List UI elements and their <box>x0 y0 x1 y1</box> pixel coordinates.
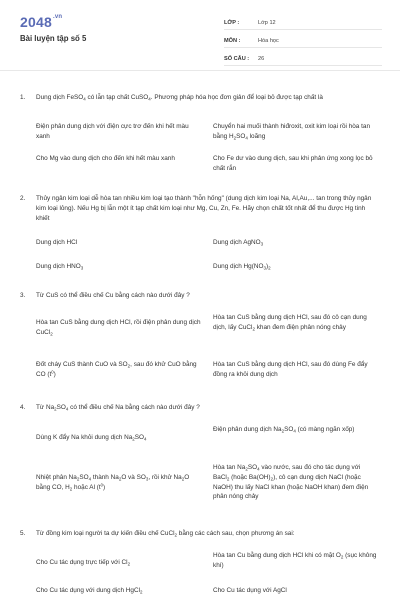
question-number: 3. <box>20 292 26 299</box>
question-text: Từ CuS có thể điều chế Cu bằng cách nào dưới đây ? <box>36 292 190 299</box>
option-a[interactable]: Điện phân dung dịch với điện cực trơ đến khi hết màu xanh <box>36 123 189 140</box>
option-a[interactable]: Dùng K đẩy Na khỏi dung dịch $Na_2SO_4$ <box>36 434 147 442</box>
meta-subject-row <box>224 34 382 48</box>
question-text: Từ đồng kim loại người ta dự kiến điều chế CuCl$_2$ bằng các cách sau, chọn phương án sai: <box>36 530 295 538</box>
option-d[interactable]: Cho Fe dư vào dung dịch, sau khi phản ứng xong lọc bỏ chất rắn <box>213 155 373 172</box>
logo-text: 2048 <box>20 14 52 30</box>
question-text: Từ $Na_2SO_4$ có thể điều chế Na bằng cách nào dưới đây ? <box>36 404 200 412</box>
option-d[interactable]: Hòa $\tan Na_2SO_4$ vào nước, sau đó cho tác dụng với BaCl$_2$ (hoặc $Ba(OH)_2$), cô cạn dung dịch NaCl (hoặc NaOH) thu lấy NaCl khan (hoặc NaOH khan) đem điện phân nóng chảy <box>213 464 369 501</box>
option-b[interactable]: Điện phân dung dịch $Na_2SO_4$ (có màng ngăn xốp) <box>213 426 355 434</box>
question-4 <box>20 403 380 413</box>
option-a[interactable]: Cho Cu tác dụng trực tiếp với $Cl_2$ <box>36 559 131 567</box>
meta-value: Lớp 12 <box>258 19 276 26</box>
meta-value: Hóa học <box>258 37 279 44</box>
option-b[interactable]: Dung dịch AgNO$_3$ <box>213 239 264 247</box>
question-number: 2. <box>20 195 26 202</box>
option-c[interactable]: Cho Cu tác dụng với dung dịch HgCl$_2$ <box>36 587 143 595</box>
option-c[interactable]: Dung dịch $HNO_3$ <box>36 263 84 271</box>
question-text: Thủy ngân kim loại dễ hòa tan nhiều kim loại tạo thành "hỗn hống" (dung dịch kim loại Na, Al,Au,... tan trong thủy ngân kim loại lỏng). Nếu Hg bị lẫn một ít tạp chất kim loại như Mg, Cu, Zn, Fe. Hãy chọn chất tốt nhất để thu được Hg tinh khiết <box>36 195 372 222</box>
question-number: 4. <box>20 404 26 411</box>
option-a[interactable]: Dung dịch HCl <box>36 239 78 246</box>
meta-key: MÔN : <box>224 37 241 44</box>
question-number: 1. <box>20 94 26 101</box>
option-d[interactable]: Dung dịch $Hg(NO_3)_2$ <box>213 263 271 271</box>
site-logo[interactable] <box>20 14 62 30</box>
option-c[interactable]: Đốt cháy CuS thành CuO và $SO_2$, sau đó khử CuO bằng CO $(t^0)$ <box>36 361 197 378</box>
option-b[interactable]: Chuyển hai muối thành hiđroxit, oxit kim loại rồi hòa tan bằng $H_2SO_4$ loãng <box>213 123 371 141</box>
option-d[interactable]: Hòa tan CuS bằng dung dịch HCl, sau đó dùng Fe đẩy đồng ra khỏi dung dịch <box>213 361 368 378</box>
question-number: 5. <box>20 530 26 537</box>
option-c[interactable]: Nhiệt phân $Na_2SO_4$ thành $Na_2O$ và $SO_3$, rồi khử $Na_2O$ bằng CO, $H_2$ hoặc Al $(t^0)$ <box>36 474 190 492</box>
logo-suffix: .vn <box>52 14 63 20</box>
exam-title: Bài luyện tập số 5 <box>20 34 87 43</box>
meta-count-row <box>224 52 382 66</box>
header-divider <box>0 70 400 71</box>
question-5 <box>20 529 380 539</box>
meta-value: 26 <box>258 55 265 62</box>
exam-meta <box>224 16 382 70</box>
option-d[interactable]: Cho Cu tác dụng với AgCl <box>213 587 287 594</box>
option-c[interactable]: Cho Mg vào dung dịch cho đến khi hết màu xanh <box>36 155 175 162</box>
meta-key: SỐ CÂU : <box>224 55 250 62</box>
meta-key: LỚP : <box>224 19 240 26</box>
option-b[interactable]: Hòa tan CuS bằng dung dịch HCl, sau đó cô cạn dung dịch, lấy CuCl$_2$ khan đem điện phân nóng chảy <box>213 314 367 332</box>
meta-class-row <box>224 16 382 30</box>
question-text: Dung dịch FeSO$_4$ có lẫn tạp chất CuSO$_4$. Phương pháp hóa học đơn giản để loại bỏ được tạp chất là <box>36 94 323 102</box>
option-b[interactable]: Hòa tan Cu bằng dung dịch HCl khi có mặt $O_2$ (sục không khí) <box>213 552 377 569</box>
option-a[interactable]: Hòa tan CuS bằng dung dịch HCl, rồi điện phân dung dịch CuCl$_2$ <box>36 319 201 337</box>
question-1 <box>20 93 380 103</box>
question-3 <box>20 291 380 301</box>
question-2 <box>20 194 380 223</box>
